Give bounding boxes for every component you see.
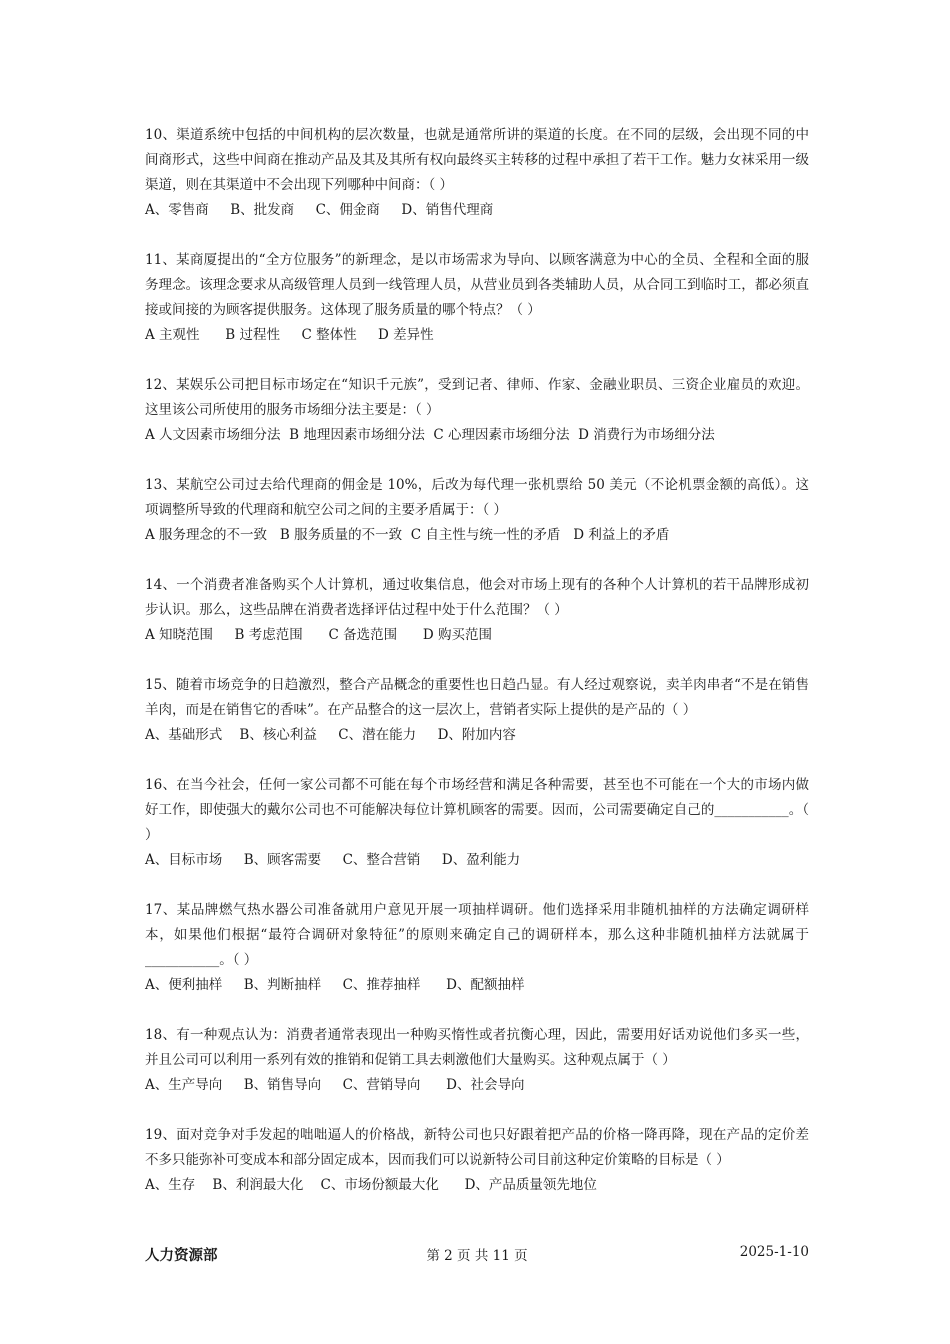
question-10 [145, 123, 809, 223]
question-options: A 主观性 B 过程性 C 整体性 D 差异性 [145, 327, 434, 343]
question-list [145, 123, 809, 1223]
question-18 [145, 1023, 809, 1098]
question-options: A 人文因素市场细分法 B 地理因素市场细分法 C 心理因素市场细分法 D 消费行为市场细分法 [145, 427, 715, 443]
page-footer [145, 1244, 809, 1268]
question-text: 19、面对竞争对手发起的咄咄逼人的价格战，新特公司也只好跟着把产品的价格一降再降，现在产品的定价差不多只能弥补可变成本和部分固定成本，因而我们可以说新特公司目前这种定价策略的目标是（ ） [145, 1127, 809, 1168]
question-14 [145, 573, 809, 648]
footer-page-number: 第 2 页 共 11 页 [426, 1248, 528, 1264]
question-options: A、便利抽样 B、判断抽样 C、推荐抽样 D、配额抽样 [145, 977, 525, 993]
question-options: A、基础形式 B、核心利益 C、潜在能力 D、附加内容 [145, 727, 516, 743]
question-13 [145, 473, 809, 548]
question-options: A、生产导向 B、销售导向 C、营销导向 D、社会导向 [145, 1077, 525, 1093]
question-text: 18、有一种观点认为：消费者通常表现出一种购买惰性或者抗衡心理，因此，需要用好话劝说他们多买一些，并且公司可以利用一系列有效的推销和促销工具去刺激他们大量购买。这种观点属于（ ） [145, 1027, 809, 1068]
question-options: A、生存 B、利润最大化 C、市场份额最大化 D、产品质量领先地位 [145, 1177, 597, 1193]
question-17 [145, 898, 809, 998]
question-text: 13、某航空公司过去给代理商的佣金是 10%，后改为每代理一张机票给 50 美元（不论机票金额的高低）。这项调整所导致的代理商和航空公司之间的主要矛盾属于：（ ） [145, 477, 809, 518]
question-text: 14、一个消费者准备购买个人计算机，通过收集信息，他会对市场上现有的各种个人计算机的若干品牌形成初步认识。那么，这些品牌在消费者选择评估过程中处于什么范围？（ ） [145, 577, 809, 618]
question-options: A 服务理念的不一致 B 服务质量的不一致 C 自主性与统一性的矛盾 D 利益上的矛盾 [145, 527, 670, 543]
question-15 [145, 673, 809, 748]
question-text: 16、在当今社会，任何一家公司都不可能在每个市场经营和满足各种需要，甚至也不可能在一个大的市场内做好工作，即使强大的戴尔公司也不可能解决每位计算机顾客的需要。因而，公司需要确定自己的___________。（ ） [145, 777, 809, 843]
footer-department: 人力资源部 [145, 1247, 218, 1264]
question-options: A、目标市场 B、顾客需要 C、整合营销 D、盈利能力 [145, 852, 521, 868]
question-text: 11、某商厦提出的“全方位服务”的新理念，是以市场需求为导向、以顾客满意为中心的全员、全程和全面的服务理念。该理念要求从高级管理人员到一线管理人员，从营业员到各类辅助人员，从合同工到临时工，都必须直接或间接的为顾客提供服务。这体现了服务质量的哪个特点？（ ） [145, 252, 809, 318]
question-12 [145, 373, 809, 448]
footer-date: 2025-1-10 [739, 1244, 809, 1260]
question-text: 10、渠道系统中包括的中间机构的层次数量，也就是通常所讲的渠道的长度。在不同的层级，会出现不同的中间商形式，这些中间商在推动产品及其及其所有权向最终买主转移的过程中承担了若干工作。魅力女袜采用一级渠道，则在其渠道中不会出现下列哪种中间商：（ ） [145, 127, 809, 193]
question-16 [145, 773, 809, 873]
question-11 [145, 248, 809, 348]
question-text: 17、某品牌燃气热水器公司准备就用户意见开展一项抽样调研。他们选择采用非随机抽样的方法确定调研样本，如果他们根据“最符合调研对象特征”的原则来确定自己的调研样本，那么这种非随机抽样方法就属于___________。（ ） [145, 902, 809, 968]
question-text: 12、某娱乐公司把目标市场定在“知识千元族”，受到记者、律师、作家、金融业职员、三资企业雇员的欢迎。这里该公司所使用的服务市场细分法主要是：（ ） [145, 377, 809, 418]
question-options: A 知晓范围 B 考虑范围 C 备选范围 D 购买范围 [145, 627, 492, 643]
question-19 [145, 1123, 809, 1198]
question-text: 15、随着市场竞争的日趋激烈，整合产品概念的重要性也日趋凸显。有人经过观察说，卖羊肉串者“不是在销售羊肉，而是在销售它的香味”。在产品整合的这一层次上，营销者实际上提供的是产品的（ ） [145, 677, 809, 718]
question-options: A、零售商 B、批发商 C、佣金商 D、销售代理商 [145, 202, 494, 218]
